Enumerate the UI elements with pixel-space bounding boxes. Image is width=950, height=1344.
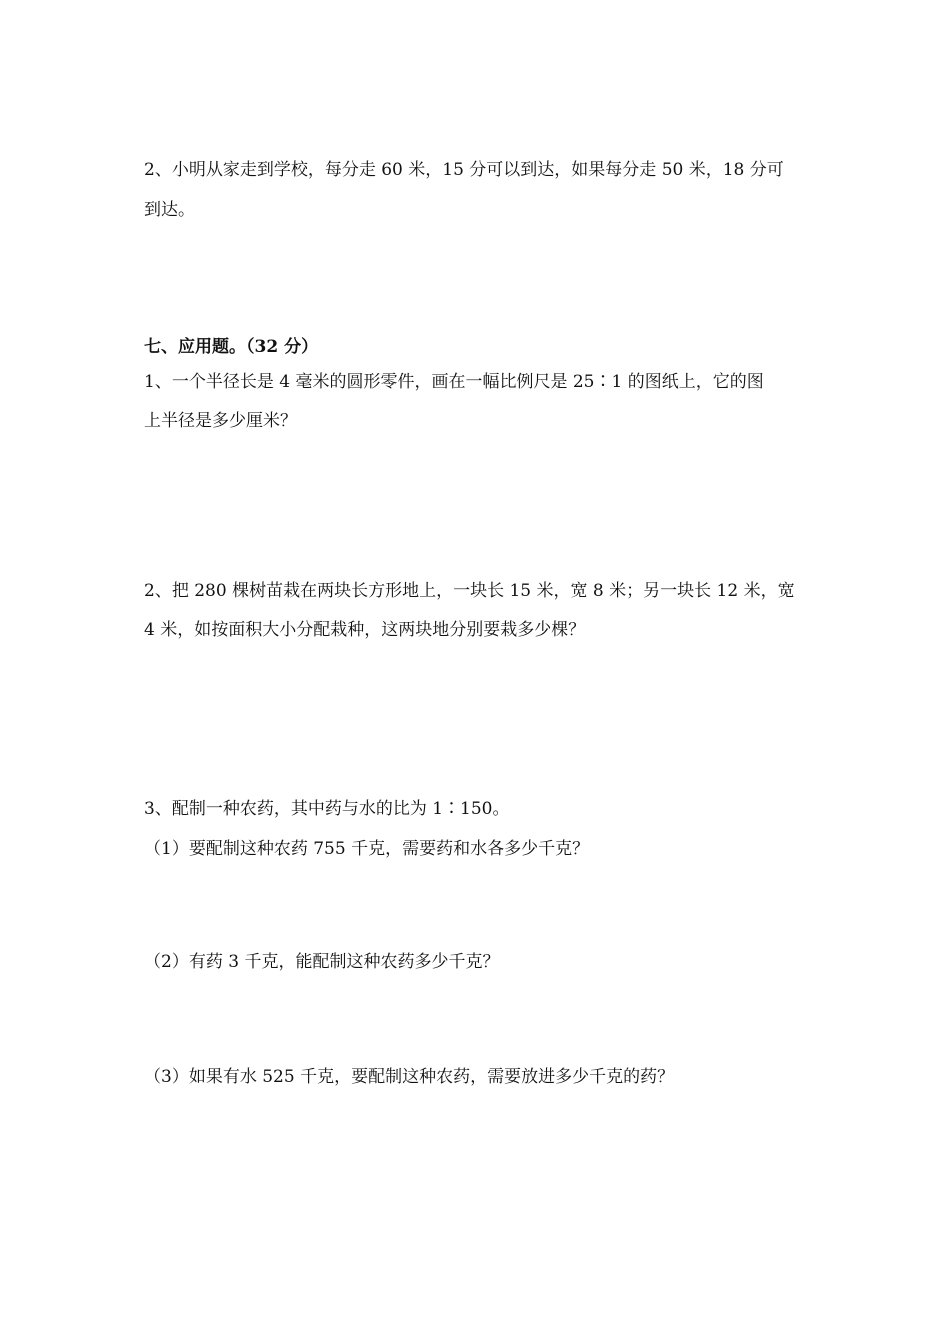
- section7-q3-sub3: （3）如果有水 525 千克，要配制这种农药，需要放进多少千克的药？: [144, 1067, 675, 1087]
- section7-q3-sub1: （1）要配制这种农药 755 千克，需要药和水各多少千克？: [144, 839, 590, 859]
- section7-q1-line2: 上半径是多少厘米？: [144, 411, 297, 431]
- section7-q3-stem: 3、配制一种农药，其中药与水的比为 1∶150。: [144, 799, 510, 819]
- section7-q2-line2: 4 米，如按面积大小分配栽种，这两块地分别要栽多少棵？: [144, 620, 586, 640]
- section7-q1-line1: 1、一个半径长是 4 毫米的圆形零件，画在一幅比例尺是 25∶1 的图纸上，它的图: [144, 372, 764, 392]
- section7-heading: 七、应用题。（32 分）: [144, 337, 319, 357]
- section6-q2-line2: 到达。: [144, 200, 195, 220]
- section7-q2-line1: 2、把 280 棵树苗栽在两块长方形地上，一块长 15 米，宽 8 米；另一块长 12 米，宽: [144, 581, 795, 601]
- section6-q2-line1: 2、小明从家走到学校，每分走 60 米，15 分可以到达，如果每分走 50 米，18 分可: [144, 160, 784, 180]
- section7-q3-sub2: （2）有药 3 千克，能配制这种农药多少千克？: [144, 952, 500, 972]
